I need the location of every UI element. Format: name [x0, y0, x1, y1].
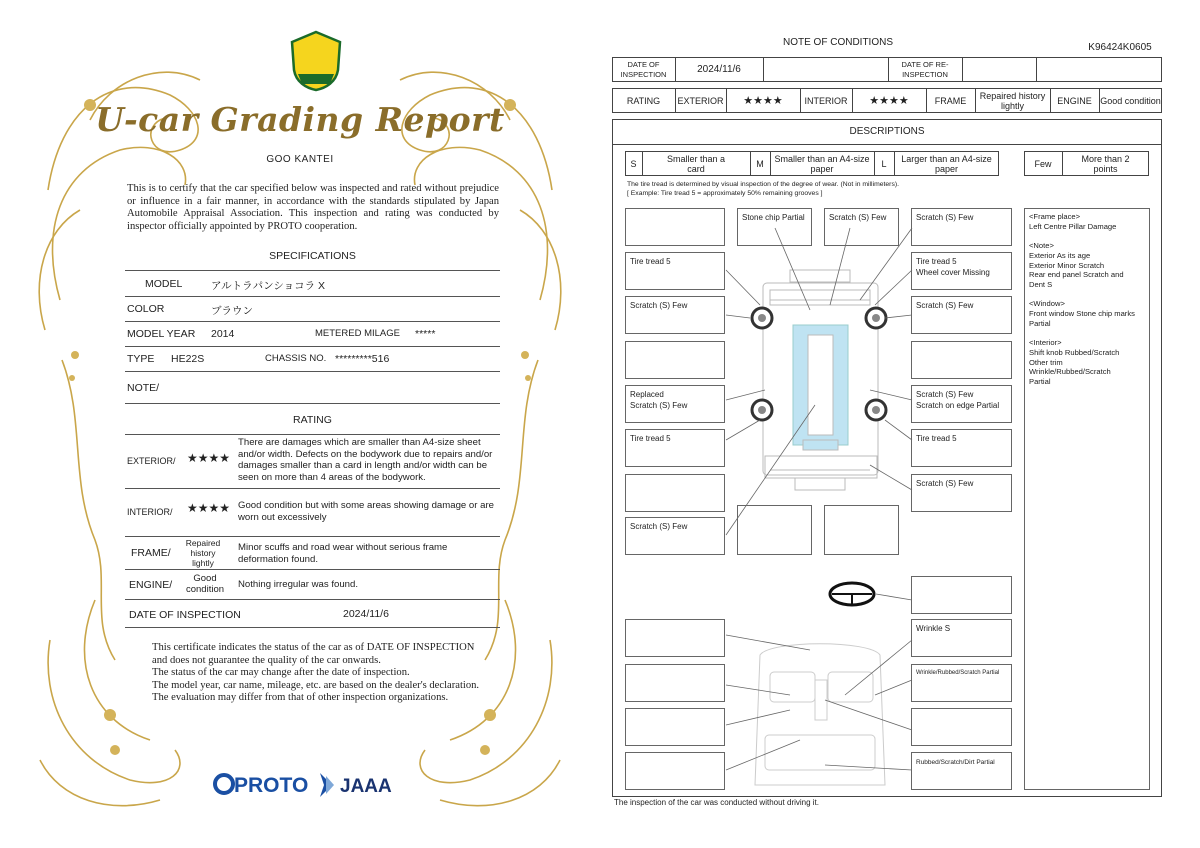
sheet-title: NOTE OF CONDITIONS	[783, 37, 893, 48]
certificate-footer: This certificate indicates the status of the car as of DATE OF INSPECTION and does not guarantee the quality of the car onwards. The status of the car may change after the date of inspection. The model year, car name, mileage, etc. are based on the dealer's declaration. The evaluation may differ from that of other inspection organizations.	[152, 642, 480, 704]
legend-l-desc: Larger than an A4-size paper	[901, 153, 992, 174]
specifications-heading: SPECIFICATIONS	[269, 250, 356, 262]
desc-box	[737, 505, 812, 555]
report-subtitle: GOO KANTEI	[266, 154, 334, 165]
legend-s-desc: Smaller than a card	[666, 153, 726, 174]
legend-few-desc: More than 2 points	[1081, 153, 1130, 174]
desc-box-scratch-left-rear: Scratch (S) Few	[625, 517, 725, 555]
legend-l: L	[881, 158, 887, 169]
rating-row-frame: FRAME/ Repaired history lightly Minor scuffs and road wear without serious frame deformation found.	[125, 537, 500, 570]
desc-box-scratch-edge: Scratch (S) Few Scratch on edge Partial	[911, 385, 1012, 423]
spec-row-year: MODEL YEAR 2014 METERED MILAGE *****	[125, 322, 500, 347]
date-inspection-value: 2024/11/6	[697, 63, 741, 75]
sheet-code: K96424K0605	[1088, 42, 1152, 53]
desc-box	[625, 208, 725, 246]
desc-box-scratch-top: Scratch (S) Few	[824, 208, 899, 246]
proto-logo-icon	[215, 774, 308, 797]
rating-row-exterior: EXTERIOR/ ★★★★ There are damages which are smaller than A4-size sheet and/or width. Defects on the bodywork due to repairs and/or damages smaller than a card in length and/or width can be seen on more than 4 areas of the bodywork.	[125, 436, 500, 489]
engine-value: Good condition	[1100, 95, 1161, 106]
exterior-label: EXTERIOR	[677, 95, 724, 106]
desc-box-replaced: Replaced Scratch (S) Few	[625, 385, 725, 423]
desc-box	[625, 752, 725, 790]
legend-m: M	[756, 158, 764, 169]
spec-row-note: NOTE/	[125, 372, 500, 404]
steering-wheel-icon	[830, 583, 874, 605]
desc-box-wrinkle-s: Wrinkle S	[911, 619, 1012, 657]
exterior-stars: ★★★★	[743, 94, 783, 107]
desc-box	[911, 341, 1012, 379]
engine-label: ENGINE	[1057, 95, 1092, 106]
certification-text: This is to certify that the car specified below was inspected and rated without prejudice or influence in a fair manner, in accordance with the standards stipulated by Japan Automobile Appraisal Association. This inspection and rating was conducted by inspector officially appointed by PROTO cooperation.	[127, 183, 499, 232]
desc-box	[625, 708, 725, 746]
interior-stars: ★★★★	[869, 94, 909, 107]
rating-row-date: DATE OF INSPECTION 2024/11/6	[125, 600, 500, 628]
desc-box-wrinkle-partial: Wrinkle/Rubbed/Scratch Partial	[911, 664, 1012, 702]
desc-box-scratch-left-front: Scratch (S) Few	[625, 296, 725, 334]
desc-box-scratch-right-front: Scratch (S) Few	[911, 296, 1012, 334]
logos	[212, 770, 412, 800]
report-title: U-car Grading Report	[95, 100, 505, 139]
svg-text:PROTO: PROTO	[234, 774, 309, 797]
desc-box	[911, 576, 1012, 614]
desc-box-tire-left-rear: Tire tread 5	[625, 429, 725, 467]
desc-box-stone-chip: Stone chip Partial	[737, 208, 812, 246]
rating-label: RATING	[626, 95, 661, 106]
svg-text:JAAA: JAAA	[340, 776, 392, 797]
spec-row-model: MODEL アルトラパンショコラ X	[125, 272, 500, 297]
desc-box-tire-right-rear: Tire tread 5	[911, 429, 1012, 467]
frame-label: FRAME	[934, 95, 967, 106]
interior-label: INTERIOR	[804, 95, 848, 106]
legend-m-desc: Smaller than an A4-size paper	[774, 153, 870, 174]
desc-box-rubbed-partial: Rubbed/Scratch/Dirt Partial	[911, 752, 1012, 790]
desc-box-tire-right-front: Tire tread 5 Wheel cover Missing	[911, 252, 1012, 290]
rating-row-engine: ENGINE/ Good condition Nothing irregular was found.	[125, 570, 500, 600]
desc-box	[824, 505, 899, 555]
desc-box-tire-left-front: Tire tread 5	[625, 252, 725, 290]
rating-row-interior: INTERIOR/ ★★★★ Good condition but with some areas showing damage or are worn out excessively	[125, 489, 500, 537]
tread-note: The tire tread is determined by visual inspection of the degree of wear. (Not in millimeters). [ Example: Tire tread 5 = approximately 50% remaining grooves ]	[627, 181, 899, 197]
spec-row-color: COLOR ブラウン	[125, 297, 500, 322]
goo-kantei-badge-icon	[288, 30, 344, 92]
date-inspection-label: DATE OF INSPECTION	[620, 59, 667, 79]
jaaa-logo-icon	[320, 773, 392, 797]
desc-box-scratch-top-right: Scratch (S) Few	[911, 208, 1012, 246]
frame-value: Repaired history lightly	[979, 90, 1046, 111]
desc-box	[625, 619, 725, 657]
desc-box	[625, 664, 725, 702]
legend-s: S	[630, 158, 637, 169]
descriptions-heading: DESCRIPTIONS	[849, 126, 925, 137]
condition-notes: <Frame place> Left Centre Pillar Damage <Note> Exterior As its age Exterior Minor Scratch Rear end panel Scratch and Dent S <Window> Front window Stone chip marks Partial <Interior> Shift knob Rubbed/Scratch Other trim Wrinkle/Rubbed/Scratch Partial	[1024, 208, 1150, 790]
date-reinspection-label: DATE OF RE-INSPECTION	[901, 59, 949, 79]
legend-few: Few	[1034, 158, 1052, 169]
desc-box	[625, 474, 725, 512]
spec-row-type: TYPE HE22S CHASSIS NO. *********516	[125, 347, 500, 372]
desc-box	[911, 708, 1012, 746]
desc-box	[625, 341, 725, 379]
inspection-footer-note: The inspection of the car was conducted without driving it.	[614, 798, 819, 807]
desc-box-scratch-right-rear: Scratch (S) Few	[911, 474, 1012, 512]
note-of-conditions-sheet	[600, 0, 1200, 848]
rating-heading: RATING	[293, 414, 332, 426]
